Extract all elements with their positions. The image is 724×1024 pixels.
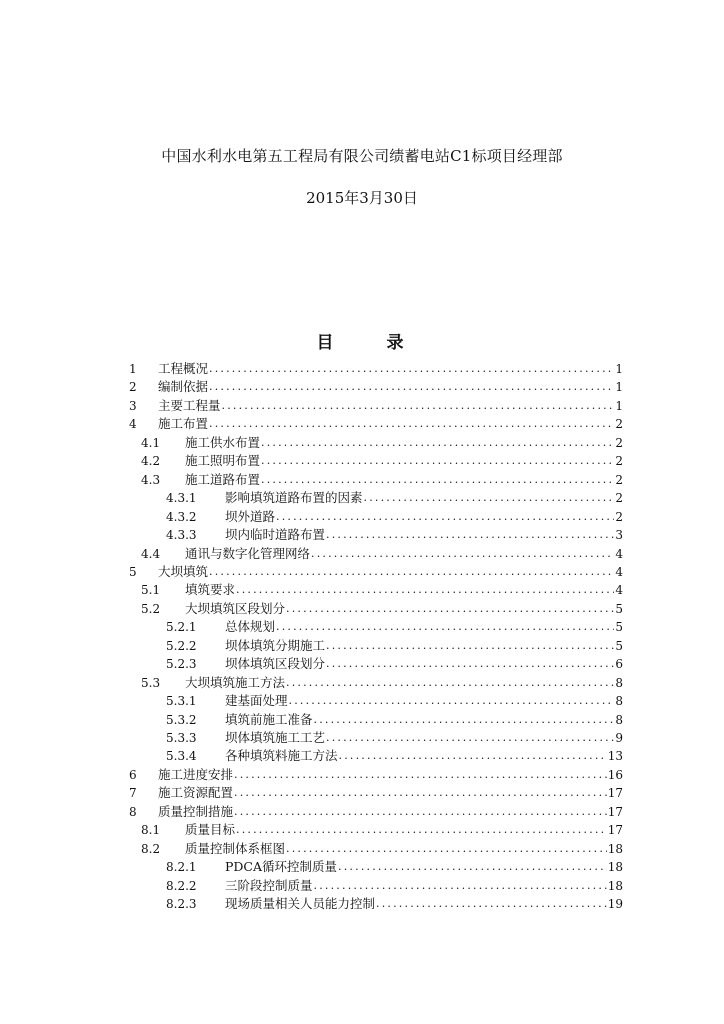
toc-entry-number: 4.4: [141, 546, 161, 561]
toc-entry-title: 施工道路布置: [185, 471, 261, 487]
toc-entry-number: 8: [129, 804, 137, 819]
toc-leader-dots: [276, 618, 614, 636]
toc-entry-page: 2: [615, 417, 623, 432]
toc-entry-page: 1: [615, 380, 623, 395]
toc-entry-page: 17: [607, 786, 623, 801]
toc-entry-title: 施工照明布置: [185, 453, 261, 469]
toc-leader-dots: [326, 526, 614, 544]
toc-entry-page: 6: [615, 657, 623, 672]
toc-entry[interactable]: [129, 803, 623, 821]
toc-entry-page: 4: [615, 546, 623, 561]
toc-entry-page: 1: [615, 362, 623, 376]
toc-entry-number: 5.2: [141, 601, 161, 616]
toc-leader-dots: [209, 563, 614, 581]
toc-entry-page: 2: [615, 435, 623, 450]
toc-entry-title: 大坝填筑区段划分: [185, 600, 286, 616]
toc-entry-page: 18: [607, 860, 623, 875]
toc-entry-number: 4: [129, 417, 137, 432]
toc-entry-title: 施工进度安排: [158, 766, 234, 782]
toc-leader-dots: [234, 803, 607, 821]
toc-entry[interactable]: [166, 711, 623, 729]
toc-entry[interactable]: [141, 821, 623, 839]
toc-entry-title: 各种填筑料施工方法: [225, 748, 338, 764]
toc-leader-dots: [326, 637, 614, 655]
toc-entry-number: 5.3.3: [166, 731, 197, 745]
toc-title: 目 录: [316, 333, 422, 353]
toc-entry-page: 8: [615, 694, 623, 709]
toc-entry-page: 3: [615, 528, 623, 543]
toc-entry-title: 坝体填筑分期施工: [225, 637, 326, 653]
toc-entry-page: 2: [615, 472, 623, 487]
toc-entry-title: 大坝填筑施工方法: [185, 674, 286, 690]
toc-leader-dots: [209, 378, 614, 396]
toc-entry-number: 5.2.1: [166, 620, 197, 635]
toc-entry-number: 8.1: [141, 823, 161, 838]
toc-entry-page: 4: [615, 564, 623, 579]
toc-entry-title: 总体规划: [225, 619, 276, 635]
toc-entry[interactable]: [141, 545, 623, 563]
toc-leader-dots: [364, 489, 615, 507]
toc-entry-title: 质量控制体系框图: [185, 840, 286, 856]
toc-entry[interactable]: [129, 766, 623, 784]
toc-entry-number: 4.3.1: [166, 491, 197, 506]
toc-entry[interactable]: [129, 360, 623, 378]
toc-entry-page: 1: [615, 398, 623, 413]
toc-entry[interactable]: [129, 397, 623, 415]
toc-entry-number: 5.1: [141, 583, 161, 598]
toc-entry-title: 坝体填筑施工工艺: [225, 730, 326, 745]
toc-entry-number: 5.2.3: [166, 657, 197, 672]
toc-leader-dots: [376, 895, 607, 913]
toc-entry-page: 19: [607, 897, 623, 912]
toc-leader-dots: [236, 821, 607, 839]
toc-entry-title: 施工供水布置: [185, 434, 261, 450]
toc-entry[interactable]: [166, 508, 623, 526]
toc-entry-title: 质量控制措施: [158, 803, 234, 819]
toc-entry-page: 5: [615, 638, 623, 653]
toc-entry-title: 现场质量相关人员能力控制: [225, 896, 376, 912]
toc-entry[interactable]: [141, 452, 623, 470]
toc-leader-dots: [209, 360, 614, 378]
toc-entry[interactable]: [166, 729, 623, 747]
toc-entry-number: 5.3.1: [166, 694, 197, 709]
toc-entry[interactable]: [129, 415, 623, 433]
toc-entry-page: 2: [615, 491, 623, 506]
toc-entry-title: 施工资源配置: [158, 785, 234, 801]
toc-entry-page: 8: [615, 712, 623, 727]
toc-entry-number: 1: [129, 362, 137, 376]
toc-entry-number: 5.3: [141, 675, 161, 690]
toc-leader-dots: [326, 655, 614, 673]
toc-leader-dots: [311, 545, 614, 563]
toc-entry-number: 4.1: [141, 435, 161, 450]
toc-entry-title: 坝外道路: [225, 508, 276, 524]
toc-entry[interactable]: [141, 434, 623, 452]
toc-entry-number: 8.2.2: [166, 878, 197, 893]
toc-entry-page: 2: [615, 454, 623, 469]
toc-entry-number: 8.2: [141, 841, 161, 856]
toc-entry[interactable]: [141, 581, 623, 599]
toc-entry-number: 4.2: [141, 454, 161, 469]
toc-entry-page: 5: [615, 601, 623, 616]
toc-entry-page: 9: [615, 731, 623, 745]
toc-entry-page: 18: [607, 841, 623, 856]
toc-entry-title: 通讯与数字化管理网络: [185, 545, 311, 561]
toc-entry-number: 5.3.4: [166, 749, 197, 764]
toc-entry[interactable]: [166, 692, 623, 710]
toc-leader-dots: [261, 434, 614, 452]
toc-entry-title: 三阶段控制质量: [225, 877, 313, 893]
toc-entry-title: 质量目标: [185, 822, 236, 838]
toc-entry[interactable]: [166, 747, 623, 765]
toc-entry-number: 4.3.3: [166, 528, 197, 543]
toc-leader-dots: [261, 452, 614, 470]
toc-entry[interactable]: [166, 655, 623, 673]
toc-entry-number: 5.3.2: [166, 712, 197, 727]
toc-entry-page: 8: [615, 675, 623, 690]
toc-leader-dots: [234, 766, 607, 784]
toc-entry-number: 3: [129, 398, 137, 413]
toc-entry-title: 填筑要求: [185, 582, 236, 598]
toc-entry-page: 17: [607, 823, 623, 838]
toc-entry-title: 影响填筑道路布置的因素: [225, 490, 363, 506]
toc-entry-title: 施工布置: [158, 416, 209, 432]
toc-entry[interactable]: [141, 674, 623, 692]
toc-entry-title: 坝内临时道路布置: [225, 527, 326, 543]
toc-entry[interactable]: [129, 563, 623, 581]
toc-leader-dots: [236, 581, 614, 599]
toc-entry-number: 2: [129, 380, 137, 395]
toc-entry-page: 18: [607, 878, 623, 893]
toc-entry[interactable]: [166, 877, 623, 895]
toc-entry-title: 填筑前施工准备: [225, 711, 313, 727]
toc-entry[interactable]: [166, 637, 623, 655]
toc-entry-number: 8.2.3: [166, 897, 197, 912]
toc-entry-title: 编制依据: [158, 379, 209, 395]
toc-entry-number: 4.3: [141, 472, 161, 487]
toc-leader-dots: [338, 858, 607, 876]
toc-entry-page: 17: [607, 804, 623, 819]
toc-entry[interactable]: [129, 784, 623, 802]
toc-leader-dots: [286, 674, 614, 692]
toc-entry[interactable]: [129, 378, 623, 396]
toc-entry[interactable]: [166, 489, 623, 507]
toc-entry-page: 4: [615, 583, 623, 598]
toc-leader-dots: [261, 471, 614, 489]
document-date: 2015年3月30日: [306, 189, 418, 207]
toc-leader-dots: [314, 877, 607, 895]
toc-entry-number: 5: [129, 564, 137, 579]
toc-leader-dots: [234, 784, 607, 802]
toc-entry-title: 坝体填筑区段划分: [225, 656, 326, 672]
toc-leader-dots: [286, 600, 614, 618]
toc-entry-number: 4.3.2: [166, 509, 197, 524]
toc-leader-dots: [326, 729, 614, 747]
toc-entry-title: PDCA循环控制质量: [225, 859, 338, 875]
toc-entry-page: 13: [607, 749, 623, 764]
toc-entry-title: 主要工程量: [158, 397, 221, 413]
toc-entry[interactable]: [166, 895, 623, 913]
toc-entry[interactable]: [166, 858, 623, 876]
toc-entry-title: 大坝填筑: [158, 563, 209, 579]
toc-leader-dots: [289, 692, 615, 710]
toc-leader-dots: [286, 840, 607, 858]
toc-entry-title: 工程概况: [158, 361, 209, 376]
toc-entry[interactable]: [166, 526, 623, 544]
toc-entry[interactable]: [141, 600, 623, 618]
toc-entry-number: 6: [129, 767, 137, 782]
organization-name: 中国水利水电第五工程局有限公司绩蓄电站C1标项目经理部: [161, 147, 563, 165]
toc-entry-number: 5.2.2: [166, 638, 197, 653]
toc-entry[interactable]: [166, 618, 623, 636]
toc-entry[interactable]: [141, 471, 623, 489]
toc-entry-number: 8.2.1: [166, 860, 197, 875]
toc-leader-dots: [314, 711, 615, 729]
toc-leader-dots: [209, 415, 614, 433]
toc-leader-dots: [222, 397, 615, 415]
toc-leader-dots: [276, 508, 614, 526]
toc-entry-page: 16: [607, 767, 623, 782]
toc-entry-page: 2: [615, 509, 623, 524]
toc-entry-number: 7: [129, 786, 137, 801]
toc-entry[interactable]: [141, 840, 623, 858]
toc-entry-page: 5: [615, 620, 623, 635]
toc-entry-title: 建基面处理: [225, 693, 288, 709]
toc-leader-dots: [339, 747, 607, 765]
